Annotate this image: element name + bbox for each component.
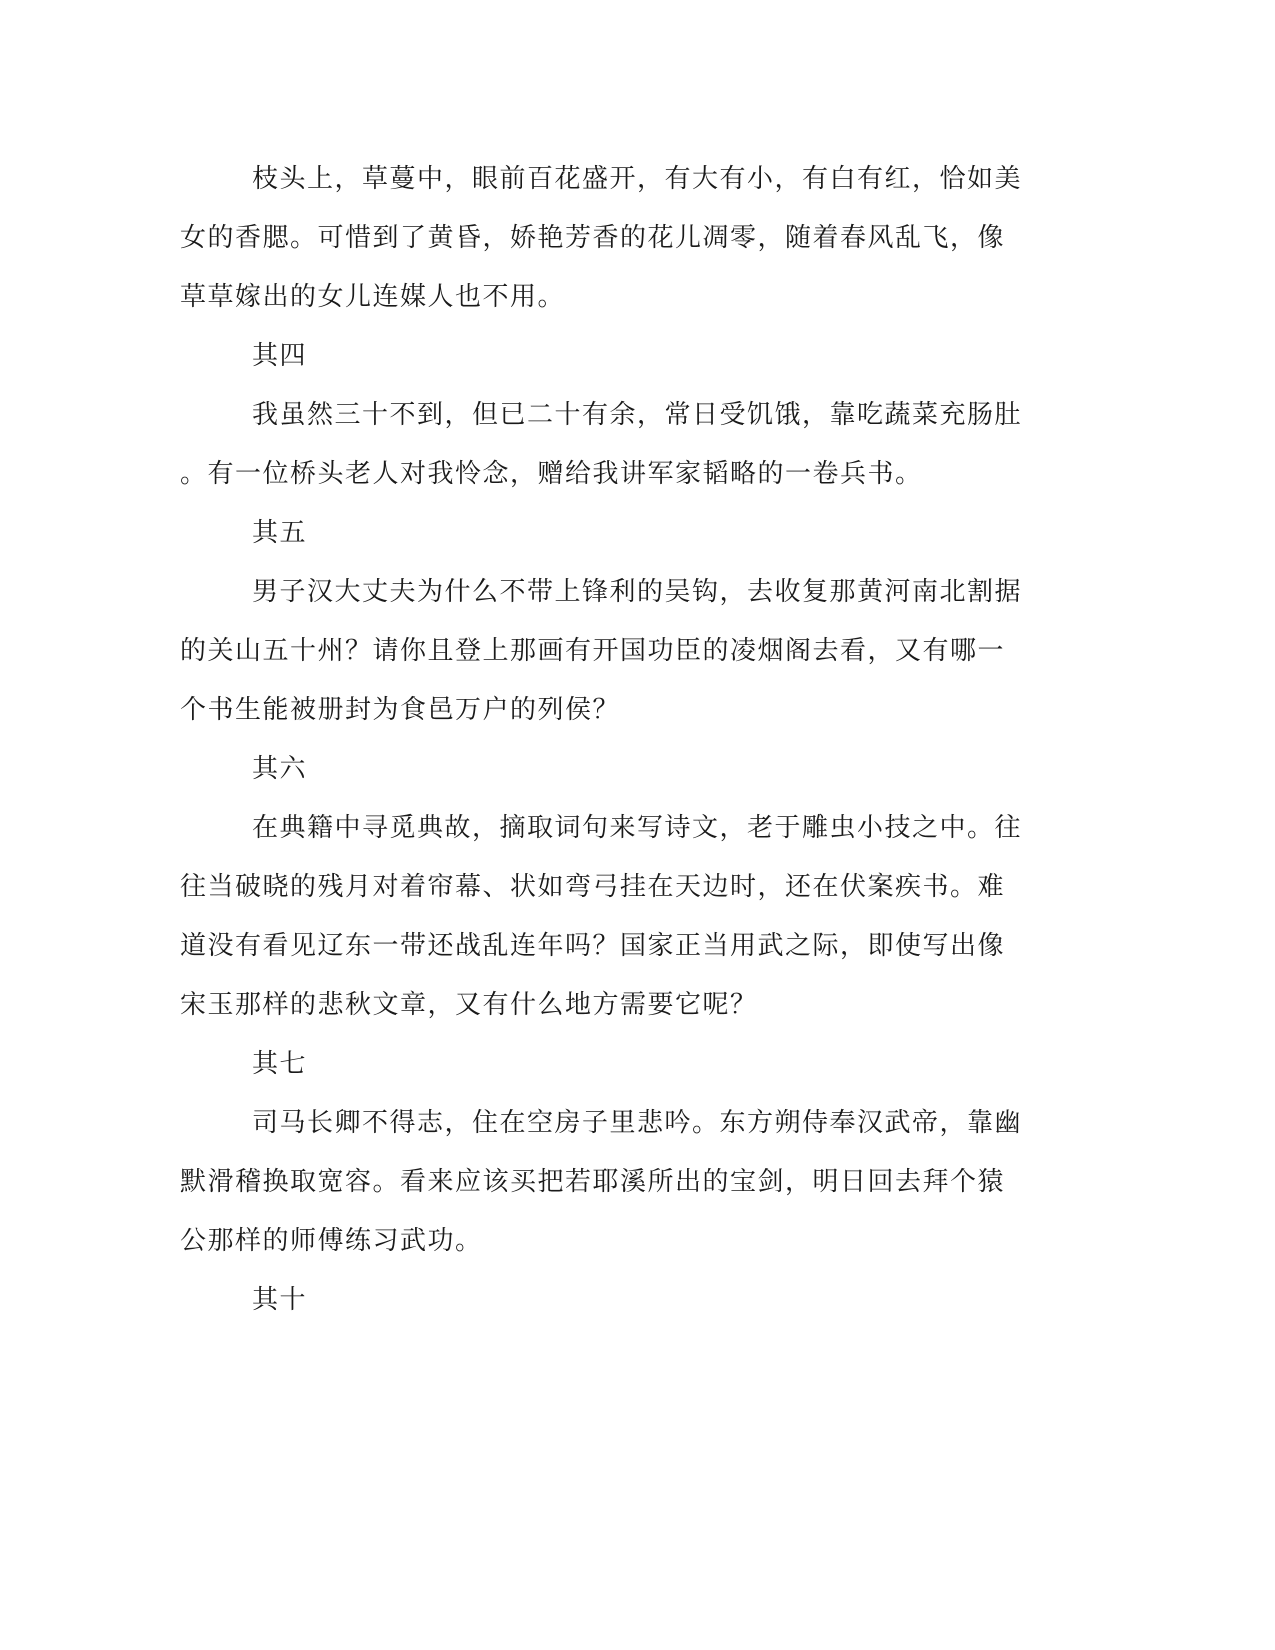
paragraph-line: 。有一位桥头老人对我怜念，赠给我讲军家韬略的一卷兵书。 (180, 459, 923, 489)
section-heading (180, 1271, 1040, 1330)
paragraph-line: 宋玉那样的悲秋文章，又有什么地方需要它呢？ (180, 990, 758, 1020)
body-paragraph (180, 1094, 1040, 1271)
paragraph-line: 草草嫁出的女儿连媒人也不用。 (180, 282, 566, 312)
heading-text: 其六 (252, 754, 308, 784)
heading-text: 其七 (252, 1049, 308, 1079)
body-paragraph (180, 799, 1040, 1035)
heading-text: 其十 (252, 1285, 308, 1315)
paragraph-line: 道没有看见辽东一带还战乱连年吗？国家正当用武之际，即使写出像 (180, 931, 1006, 961)
paragraph-line: 公那样的师傅练习武功。 (180, 1226, 483, 1256)
paragraph-line: 的关山五十州？请你且登上那画有开国功臣的凌烟阁去看，又有哪一 (180, 636, 1006, 666)
section-heading (180, 1035, 1040, 1094)
paragraph-line: 我虽然三十不到，但已二十有余，常日受饥饿，靠吃蔬菜充肠肚 (252, 400, 1023, 430)
body-paragraph (180, 386, 1040, 504)
paragraph-line: 在典籍中寻觅典故，摘取词句来写诗文，老于雕虫小技之中。往 (252, 813, 1023, 843)
paragraph-line: 女的香腮。可惜到了黄昏，娇艳芳香的花儿凋零，随着春风乱飞，像 (180, 223, 1006, 253)
heading-text: 其四 (252, 341, 308, 371)
paragraph-line: 男子汉大丈夫为什么不带上锋利的吴钩，去收复那黄河南北割据 (252, 577, 1023, 607)
body-paragraph (180, 563, 1040, 740)
document-page (180, 150, 1040, 1330)
paragraph-line: 默滑稽换取宽容。看来应该买把若耶溪所出的宝剑，明日回去拜个猿 (180, 1167, 1006, 1197)
body-paragraph (180, 150, 1040, 327)
paragraph-line: 个书生能被册封为食邑万户的列侯？ (180, 695, 621, 725)
paragraph-line: 司马长卿不得志，住在空房子里悲吟。东方朔侍奉汉武帝，靠幽 (252, 1108, 1023, 1138)
paragraph-line: 枝头上，草蔓中，眼前百花盛开，有大有小，有白有红，恰如美 (252, 164, 1023, 194)
section-heading (180, 327, 1040, 386)
section-heading (180, 504, 1040, 563)
heading-text: 其五 (252, 518, 308, 548)
paragraph-line: 往当破晓的残月对着帘幕、状如弯弓挂在天边时，还在伏案疾书。难 (180, 872, 1006, 902)
section-heading (180, 740, 1040, 799)
